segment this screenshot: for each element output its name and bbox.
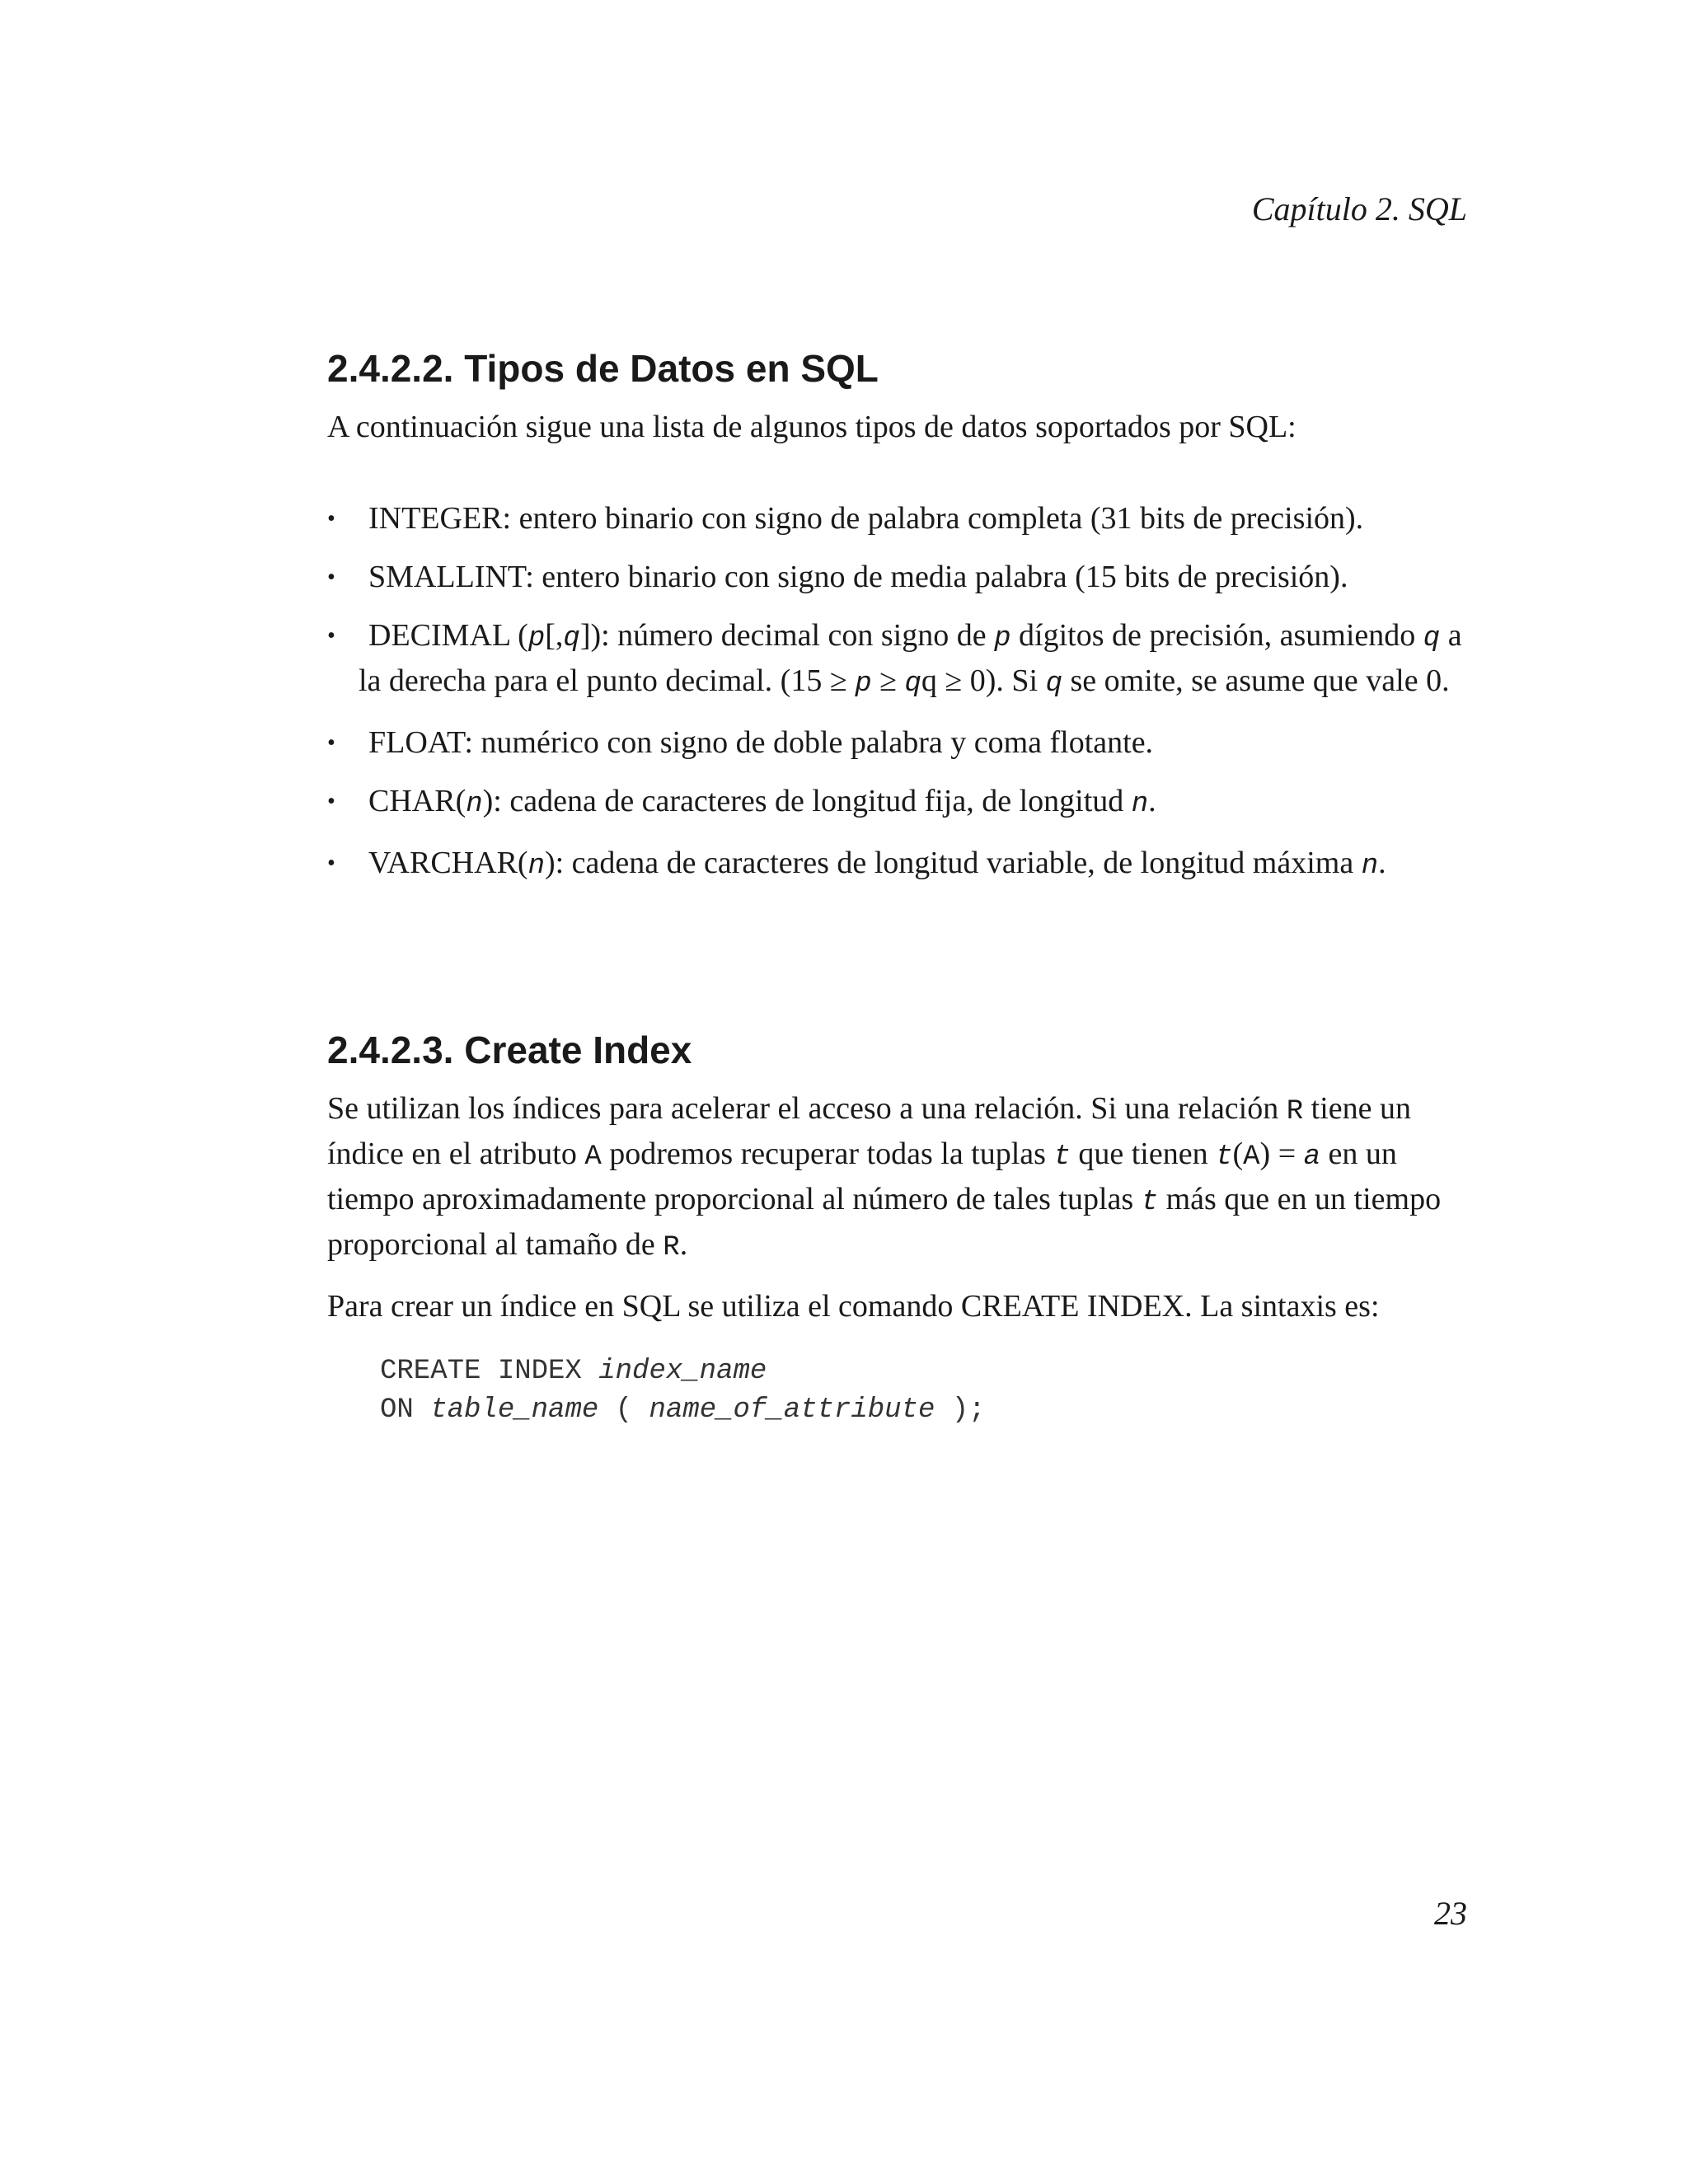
list-item-float: • FLOAT: numérico con signo de doble palabra y coma flotante. xyxy=(327,722,1473,764)
bullet-icon: • xyxy=(327,506,335,532)
page-number: 23 xyxy=(1434,1895,1467,1932)
list-item-integer: • INTEGER: entero binario con signo de palabra completa (31 bits de precisión). xyxy=(327,498,1473,540)
list-item-smallint: • SMALLINT: entero binario con signo de media palabra (15 bits de precisión). xyxy=(327,556,1473,598)
bullet-icon: • xyxy=(327,851,335,877)
section-title-create-index: 2.4.2.3. Create Index xyxy=(327,1029,692,1072)
list-item-decimal: • DECIMAL (p[,q]): número decimal con signo de p dígitos de precisión, asumiendo q a la derecha para el punto decimal. (15 ≥ p ≥ qq ≥ 0). Si q se omite, se asume que vale 0. xyxy=(327,615,1473,705)
section-intro: A continuación sigue una lista de algunos tipos de datos soportados por SQL: xyxy=(327,410,1296,445)
section-create-index xyxy=(327,1028,1473,1430)
list-item-varchar: • VARCHAR(n): cadena de caracteres de longitud variable, de longitud máxima n. xyxy=(327,842,1473,888)
create-index-syntax-intro: Para crear un índice en SQL se utiliza el comando CREATE INDEX. La sintaxis es: xyxy=(327,1289,1380,1324)
sql-code-block: CREATE INDEX index_name ON table_name ( name_of_attribute ); xyxy=(380,1356,986,1427)
bullet-icon: • xyxy=(327,789,335,815)
create-index-description: Se utilizan los índices para acelerar el acceso a una relación. Si una relación R tiene un índice en el atributo A podremos recuperar todas la tuplas t que tienen t(A) = a en un tiempo aproximadamente proporcional al número de tales tuplas t más que en un tiempo proporcional al tamaño de R. xyxy=(327,1091,1442,1264)
list-item-char: • CHAR(n): cadena de caracteres de longitud fija, de longitud n. xyxy=(327,780,1473,826)
data-types-list xyxy=(327,498,1473,888)
section-title-tipos-datos: 2.4.2.2. Tipos de Datos en SQL xyxy=(327,347,879,390)
bullet-icon: • xyxy=(327,623,335,649)
bullet-icon: • xyxy=(327,730,335,757)
running-header: Capítulo 2. SQL xyxy=(1251,190,1467,227)
bullet-icon: • xyxy=(327,565,335,591)
page-content xyxy=(327,346,1473,1430)
